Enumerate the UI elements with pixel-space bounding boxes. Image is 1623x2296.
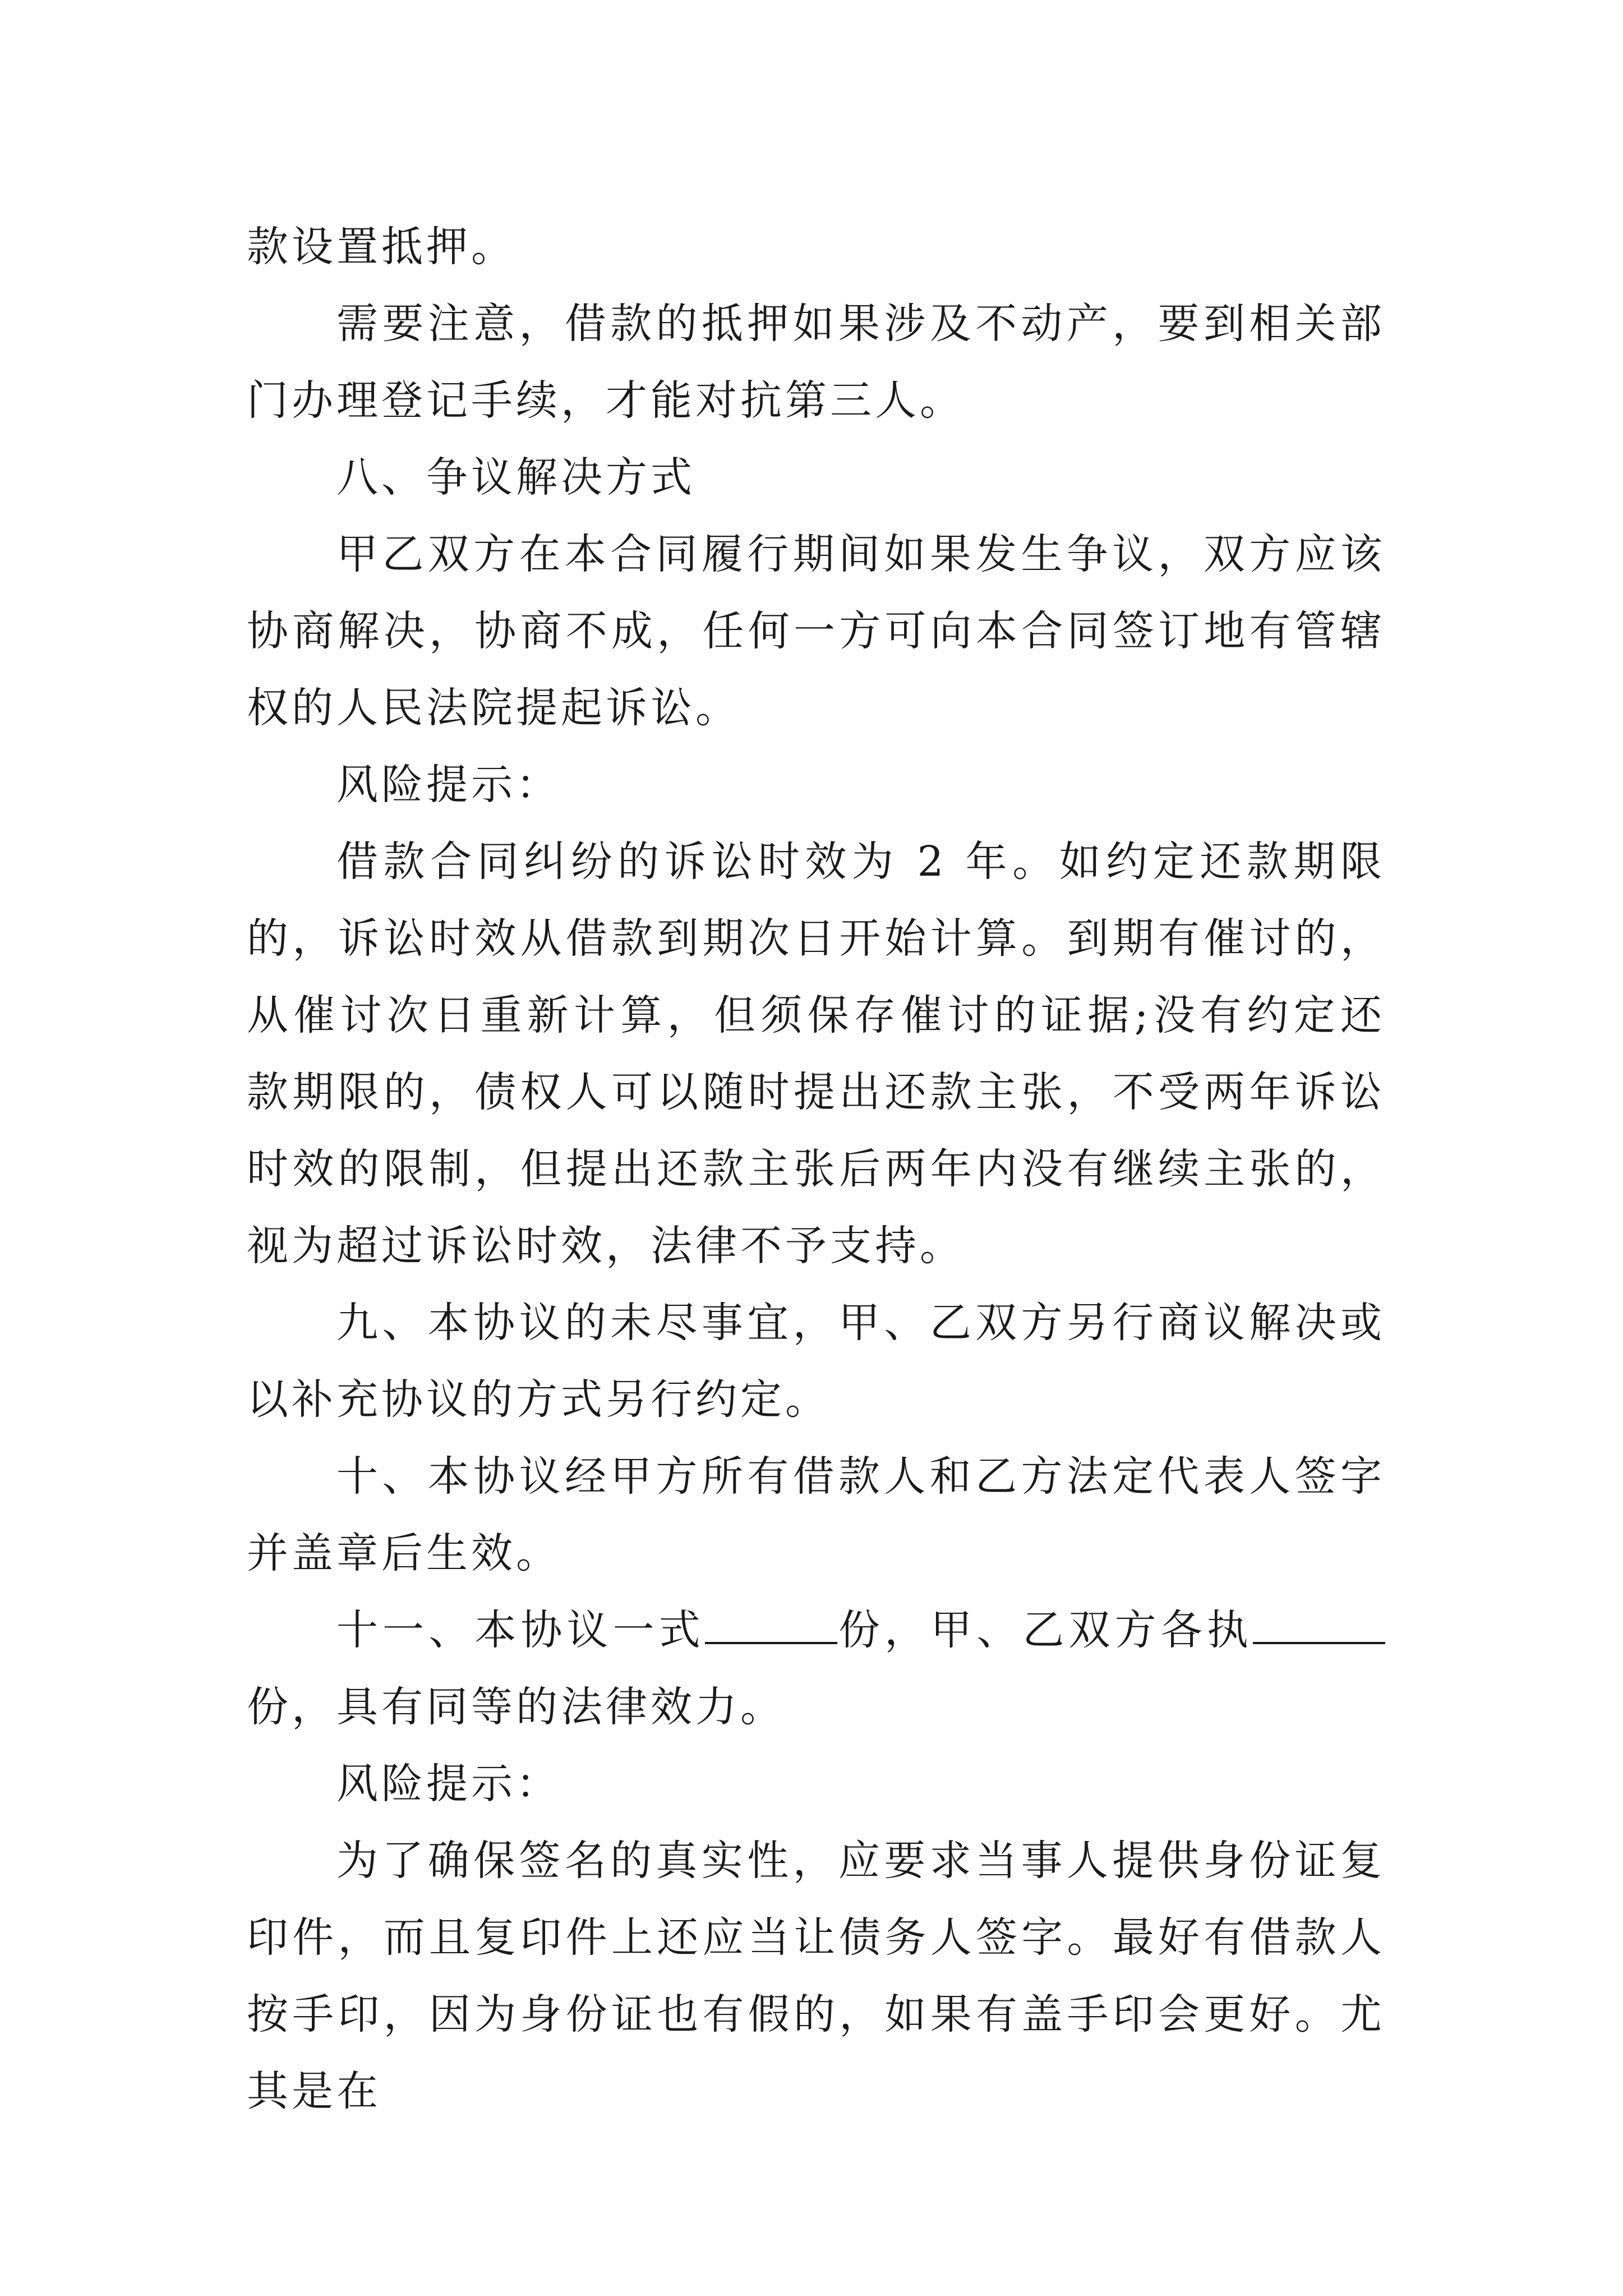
paragraph-clause-nine: 九、本协议的未尽事宜，甲、乙双方另行商议解决或以补充协议的方式另行约定。 [247,1299,1385,1424]
clause-eleven-part-1: 十一、本协议一式 [336,1606,705,1654]
document-body [247,209,1385,2130]
paragraph-clause-eleven [247,1592,1385,1746]
paragraph-mortgage-note: 需要注意，借款的抵押如果涉及不动产，要到相关部门办理登记手续，才能对抗第三人。 [247,300,1385,425]
paragraph-signature-authenticity: 为了确保签名的真实性，应要求当事人提供身份证复印件，而且复印件上还应当让债务人签字。最好有借款人按手印，因为身份证也有假的，如果有盖手印会更好。尤其是在 [247,1837,1385,2115]
paragraph-statute-of-limitations: 借款合同纠纷的诉讼时效为 2 年。如约定还款期限的，诉讼时效从借款到期次日开始计算。到期有催讨的，从催讨次日重新计算，但须保存催讨的证据;没有约定还款期限的，债权人可以随时提出还款主张，不受两年诉讼时效的限制，但提出还款主张后两年内没有继续主张的，视为超过诉讼时效，法律不予支持。 [247,838,1385,1270]
clause-eleven-part-2: 份，甲、乙双方各执 [837,1606,1253,1654]
heading-risk-notice-1: 风险提示： [336,761,561,809]
clause-eleven-part-3: 份，具有同等的法律效力。 [247,1683,785,1731]
paragraph-clause-ten: 十、本协议经甲方所有借款人和乙方法定代表人签字并盖章后生效。 [247,1452,1385,1577]
paragraph-mortgage-end: 款设置抵押。 [247,223,516,271]
copies-each-blank [1253,1608,1385,1644]
heading-dispute-resolution: 八、争议解决方式 [336,453,695,501]
paragraph-dispute-resolution: 甲乙双方在本合同履行期间如果发生争议，双方应该协商解决，协商不成，任何一方可向本合同签订地有管辖权的人民法院提起诉讼。 [247,530,1385,732]
copies-total-blank [705,1608,837,1644]
heading-risk-notice-2: 风险提示： [336,1760,561,1808]
